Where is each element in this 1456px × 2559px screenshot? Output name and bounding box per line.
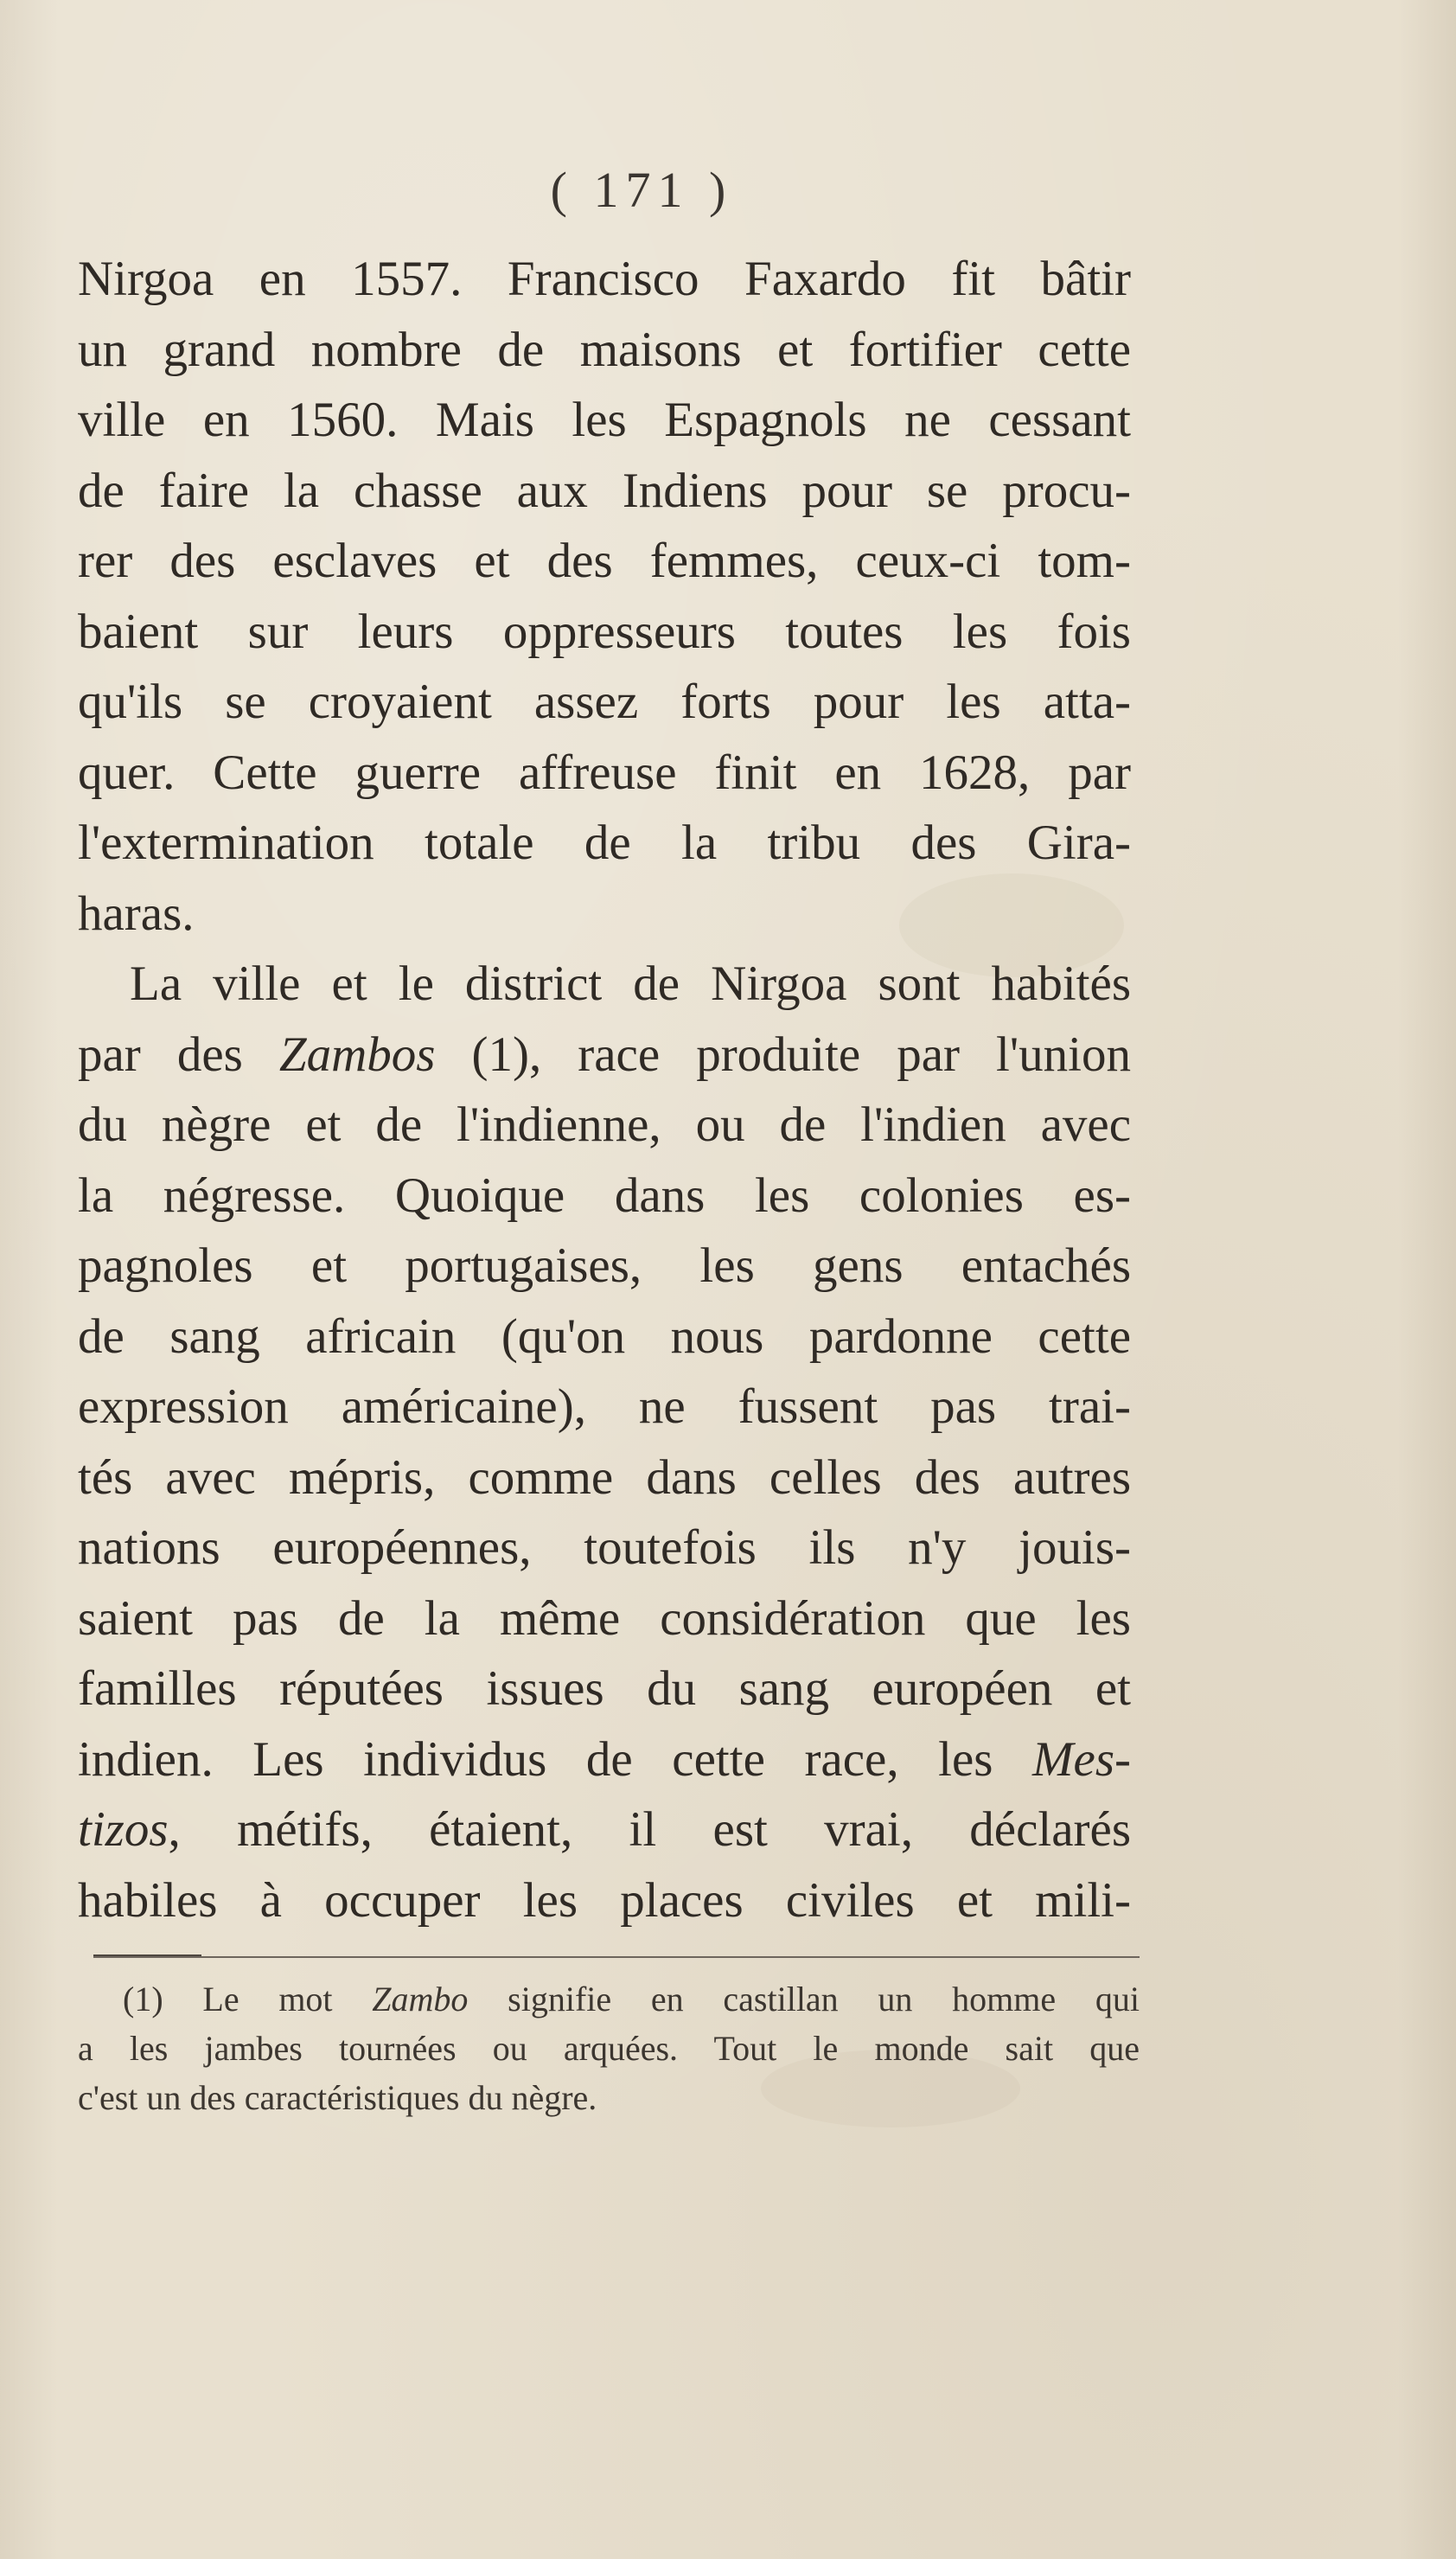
text-line-with-italic	[78, 1020, 1131, 1091]
text-line: nations européennes, toutefois ils n'y jouis-	[78, 1520, 1131, 1575]
text-line: un grand nombre de maisons et fortifier cette	[78, 322, 1131, 377]
text-line: la négresse. Quoique dans les colonies es-	[78, 1168, 1131, 1223]
footnote-line	[78, 1974, 1140, 2024]
text-run: indien. Les individus de cette race, les	[78, 1731, 1033, 1787]
text-line: expression américaine), ne fussent pas trai-	[78, 1379, 1131, 1434]
text-run: (1), race produite par l'union	[435, 1027, 1131, 1082]
text-line: haras.	[78, 886, 195, 941]
text-line: familles réputées issues du sang européen et	[78, 1661, 1131, 1716]
text-line: du nègre et de l'indienne, ou de l'indien avec	[78, 1097, 1131, 1152]
text-run: signifie en castillan un homme qui	[468, 1980, 1140, 2018]
text-line-with-italic	[78, 1794, 1131, 1865]
footnote-line: a les jambes tournées ou arquées. Tout le monde sait que	[78, 2029, 1140, 2068]
text-line: Nirgoa en 1557. Francisco Faxardo fit bâtir	[78, 252, 1131, 306]
text-line: baient sur leurs oppresseurs toutes les fois	[78, 604, 1131, 659]
text-line: l'extermination totale de la tribu des Gira-	[78, 816, 1131, 870]
text-line: de sang africain (qu'on nous pardonne cette	[78, 1308, 1131, 1364]
text-line: habiles à occuper les places civiles et mili-	[78, 1872, 1131, 1928]
italic-term: Zambos	[278, 1027, 436, 1082]
text-line: quer. Cette guerre affreuse finit en 1628, par	[78, 745, 1131, 800]
page-number: ( 171 )	[550, 162, 733, 218]
text-line: de faire la chasse aux Indiens pour se procu-	[78, 463, 1131, 518]
footnote	[78, 1974, 1140, 2122]
text-line: qu'ils se croyaient assez forts pour les atta-	[78, 675, 1131, 729]
text-line: tés avec mépris, comme dans celles des autres	[78, 1449, 1131, 1505]
footnote-line: c'est un des caractéristiques du nègre.	[78, 2078, 597, 2117]
text-run: (1) Le mot	[123, 1980, 373, 2018]
text-run: par des	[78, 1027, 279, 1082]
main-text	[78, 244, 1131, 1935]
text-line: La ville et le district de Nirgoa sont habités	[130, 956, 1131, 1011]
italic-term: Zambo	[372, 1980, 469, 2018]
text-line: pagnoles et portugaises, les gens entachés	[78, 1238, 1131, 1293]
footnote-rule	[93, 1956, 1140, 1958]
italic-term: tizos	[78, 1802, 169, 1857]
italic-term: Mes-	[1032, 1731, 1131, 1787]
text-run: , métifs, étaient, il est vrai, déclarés	[168, 1802, 1131, 1857]
text-line: ville en 1560. Mais les Espagnols ne cessant	[78, 393, 1131, 447]
text-line: saient pas de la même considération que les	[78, 1590, 1131, 1646]
text-line-with-italic	[78, 1724, 1131, 1795]
text-line: rer des esclaves et des femmes, ceux-ci tom-	[78, 534, 1131, 588]
